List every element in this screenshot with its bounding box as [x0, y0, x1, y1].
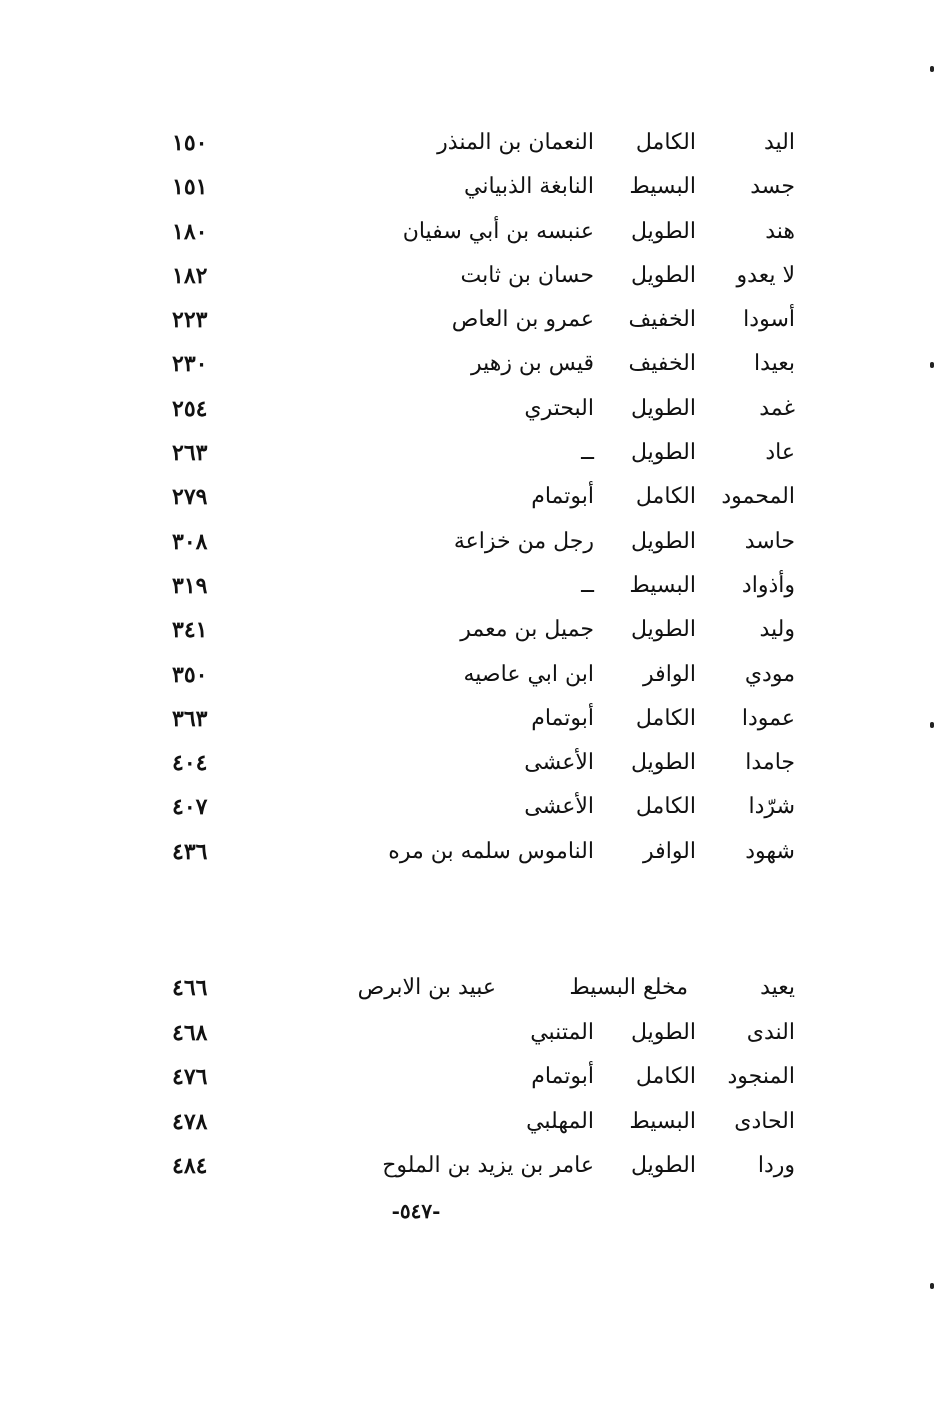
rhyme-word: الندى	[746, 1019, 795, 1045]
page-reference: ٣٠٨	[172, 528, 208, 555]
page-reference: ١٥١	[172, 174, 208, 201]
poet-name: ــ	[581, 440, 594, 466]
page-reference: ٤٠٤	[172, 750, 208, 777]
rhyme-word: جسد	[750, 174, 795, 200]
table-row	[0, 165, 936, 209]
table-row	[0, 210, 936, 254]
table-row	[0, 254, 936, 298]
poet-name: ابن ابي عاصيه	[463, 661, 594, 687]
rhyme-word: وردا	[757, 1153, 795, 1179]
rhyme-word: هند	[765, 218, 795, 244]
poetic-meter: البسيط	[629, 1108, 696, 1134]
poetic-meter: الوافر	[643, 661, 696, 687]
poet-name: جميل بن معمر	[460, 617, 594, 643]
poet-name: رجل من خزاعة	[453, 528, 594, 554]
table-row	[0, 564, 936, 608]
page-reference: ٢٦٣	[172, 440, 208, 467]
rhyme-word: عاد	[765, 440, 795, 466]
rhyme-word: المحمود	[721, 484, 795, 510]
rhyme-word: بعيدا	[753, 351, 795, 377]
poet-name: الأعشى	[524, 750, 594, 776]
page-reference: ٢٢٣	[172, 307, 208, 334]
table-row	[0, 475, 936, 519]
poet-name: الناموس سلمه بن مره	[388, 838, 594, 864]
page-reference: ١٨٢	[172, 262, 208, 289]
table-row	[0, 966, 936, 1011]
poetic-meter: الوافر	[643, 838, 696, 864]
poetic-meter: الطويل	[630, 617, 696, 643]
poetic-meter: الطويل	[630, 750, 696, 776]
poetic-meter: الكامل	[635, 484, 696, 510]
poetic-meter: الكامل	[635, 130, 696, 155]
page-reference: ٤٧٦	[172, 1064, 208, 1091]
table-row	[0, 342, 936, 386]
rhyme-word: شرّدا	[748, 794, 795, 820]
poetic-meter: البسيط	[629, 572, 696, 598]
rhyme-word: الحادى	[734, 1108, 795, 1134]
poetic-meter: مخلع البسيط	[569, 975, 688, 1000]
rhyme-word: وليد	[759, 617, 795, 643]
page-reference: ٤٣٦	[172, 838, 208, 865]
rhyme-word: اليد	[763, 130, 795, 155]
table-row	[0, 608, 936, 652]
table-row	[0, 1055, 936, 1100]
poetic-meter: الطويل	[630, 218, 696, 244]
scan-edge-mark	[930, 1283, 934, 1289]
table-row	[0, 1011, 936, 1056]
rhyme-word: غمد	[759, 395, 795, 421]
poetic-meter: الخفيف	[628, 351, 696, 377]
poet-name: النعمان بن المنذر	[437, 130, 594, 155]
table-row	[0, 741, 936, 785]
scan-edge-mark	[930, 66, 934, 72]
page-reference: ٣١٩	[172, 572, 208, 599]
page-number-footer	[0, 1199, 936, 1223]
page-number: -٥٤٧-	[391, 1199, 441, 1223]
poetic-meter: البسيط	[629, 174, 696, 200]
table-row	[0, 431, 936, 475]
page-reference: ٤٠٧	[172, 794, 208, 821]
rhyme-word: جامدا	[745, 750, 795, 776]
table-row	[0, 298, 936, 342]
table-row	[0, 387, 936, 431]
poet-name: قيس بن زهير	[470, 351, 594, 377]
page-reference: ٤٦٦	[172, 975, 208, 1001]
rhyme-word: المنجود	[727, 1064, 795, 1090]
page-reference: ٢٧٩	[172, 484, 208, 511]
table-row	[0, 1100, 936, 1145]
poet-name: حسان بن ثابت	[460, 262, 594, 288]
poetic-meter: الطويل	[630, 1019, 696, 1045]
poet-name: أبوتمام	[531, 1064, 594, 1090]
page-reference: ٤٧٨	[172, 1108, 208, 1135]
poetic-meter: الكامل	[635, 705, 696, 731]
scan-edge-mark	[930, 362, 934, 368]
index-table-bottom	[0, 966, 936, 1189]
poet-name: المتنبي	[530, 1019, 594, 1045]
page-reference: ٣٦٣	[172, 705, 208, 732]
poet-name: عمرو بن العاص	[451, 307, 594, 333]
rhyme-word: وأذواد	[741, 572, 795, 598]
rhyme-word: لا يعدو	[736, 262, 795, 288]
index-table-top	[0, 121, 936, 874]
rhyme-word: يعيد	[760, 975, 795, 1000]
table-row	[0, 697, 936, 741]
poet-name: أبوتمام	[531, 705, 594, 731]
rhyme-word: أسودا	[743, 307, 795, 333]
poetic-meter: الكامل	[635, 1064, 696, 1090]
table-row	[0, 121, 936, 165]
page-reference: ١٨٠	[172, 218, 208, 245]
page-reference: ٤٦٨	[172, 1019, 208, 1046]
page-reference: ٣٥٠	[172, 661, 208, 688]
table-row	[0, 830, 936, 874]
poetic-meter: الطويل	[630, 1153, 696, 1179]
poet-name: أبوتمام	[531, 484, 594, 510]
rhyme-word: شهود	[745, 838, 795, 864]
poet-name: المهلبي	[526, 1108, 594, 1134]
page-reference: ٢٥٤	[172, 395, 208, 422]
poetic-meter: الطويل	[630, 528, 696, 554]
poet-name: عنبسه بن أبي سفيان	[402, 218, 594, 244]
rhyme-word: حاسد	[744, 528, 795, 554]
page-reference: ١٥٠	[172, 130, 208, 156]
page-reference: ٤٨٤	[172, 1153, 208, 1180]
poet-name: ــ	[581, 572, 594, 598]
table-row	[0, 785, 936, 829]
page-reference: ٣٤١	[172, 617, 208, 644]
poetic-meter: الكامل	[635, 794, 696, 820]
table-row	[0, 1144, 936, 1189]
rhyme-word: عمودا	[741, 705, 795, 731]
poet-name: عبيد بن الابرص	[357, 975, 496, 1000]
poetic-meter: الطويل	[630, 262, 696, 288]
poetic-meter: الخفيف	[628, 307, 696, 333]
poet-name: النابغة الذبياني	[464, 174, 594, 200]
scan-edge-mark	[930, 722, 934, 728]
poet-name: الأعشى	[524, 794, 594, 820]
rhyme-word: مودي	[744, 661, 795, 687]
poetic-meter: الطويل	[630, 395, 696, 421]
poet-name: عامر بن يزيد بن الملوح	[382, 1153, 594, 1179]
table-row	[0, 520, 936, 564]
poetic-meter: الطويل	[630, 440, 696, 466]
page-reference: ٢٣٠	[172, 351, 208, 378]
poet-name: البحتري	[524, 395, 594, 421]
table-row	[0, 653, 936, 697]
